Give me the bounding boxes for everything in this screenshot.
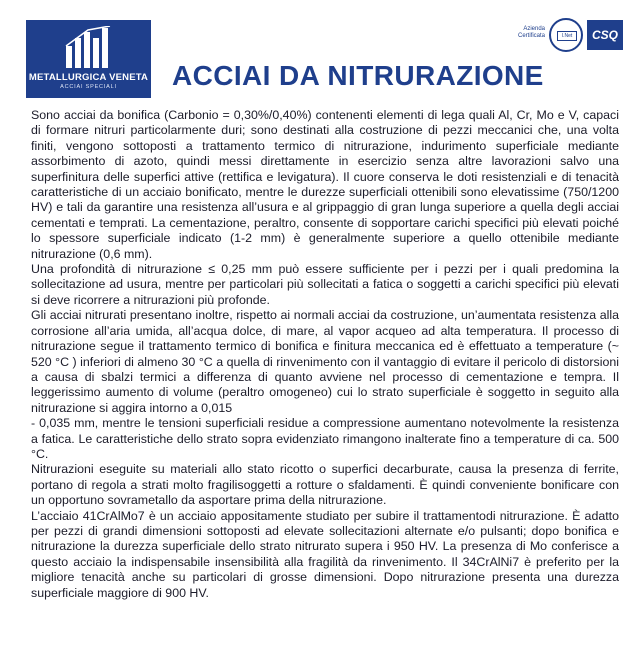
company-logo	[26, 20, 151, 98]
paragraph: Una profondità di nitrurazione ≤ 0,25 mm può essere sufficiente per i pezzi per i quali predomina la sollecitazione ad usura, mentre per particolari più sollecitati a fatica o soggetti a carichi specifici più elevati si deve ricorrere a nitrurazioni più profonde.	[31, 262, 619, 307]
paragraph: Gli acciai nitrurati presentano inoltre, rispetto ai normali acciai da costruzione, un’aumentata resistenza alla corrosione all’aria umida, all’acqua dolce, di mare, al vapor acqueo ad alta temperatura. Il processo di nitrurazione segue il trattamento termico di bonifica e finitura meccanica ed è effettuato a temperature (~ 520 °C ) inferiori di almeno 30 °C a quella di rinvenimento con il vantaggio di evitare il pericolo di distorsioni a causa di sbalzi termici a differenza di quanto avviene nel processo di cementazione e tempra. Il leggerissimo aumento di volume (peraltro omogeneo) cui lo strato superficiale è soggetto in seguito alla nitrurazione si aggira intorno a 0,015	[31, 308, 619, 415]
body-text	[31, 108, 619, 601]
seal-text: I.Net	[557, 31, 577, 41]
page-title: ACCIAI DA NITRURAZIONE	[172, 60, 544, 91]
paragraph: - 0,035 mm, mentre le tensioni superficiali residue a compressione aumentano notevolmente la resistenza a fatica. Le caratteristiche dello strato sopra evidenziato rimangono inalterate fino a temperature di ca. 500 °C.	[31, 416, 619, 461]
paragraph: L’acciaio 41CrAlMo7 è un acciaio appositamente studiato per subire il trattamentodi nitrurazione. È adatto per pezzi di grandi dimensioni sottoposti ad elevate sollecitazioni alternate e/o pulsanti; dopo bonifica e nitrurazione la durezza superficiale dello strato nitrurato supera i 950 HV. La presenza di Mo conferisce a questo acciaio la indispensabile insensibilità alla fragilità da rinvenimento. Il 34CrAlNi7 è preferito per la migliore tenacità anche su particolari di grosse dimensioni. Dopo nitrurazione presenta una durezza superficiale maggiore di 900 HV.	[31, 508, 619, 600]
csq-logo: CSQ	[587, 20, 623, 50]
paragraph: Sono acciai da bonifica (Carbonio = 0,30%/0,40%) contenenti elementi di lega quali Al, Cr, Mo e V, capaci di formare nitruri particolarmente duri; sono destinati alla costruzione di pezzi meccanici che, una volta finiti, vengono sottoposti a trattamento termico di nitrurazione, indurimento superficiale mediante assorbimento di azoto, quindi messi direttamente in esercizio senza altre lavorazioni salvo una superfinitura delle superfici attive (rettifica e levigatura). Il cuore conserva le doti resistenziali e di tenacità caratteristiche di un acciaio bonificato, mentre le durezze superficiali ottenibili sono elevatissime (750/1200 HV) e tali da garantire una resistenza all’usura e al grippaggio di gran lunga superiore a quella degli acciai cementati e temprati. La cementazione, peraltro, consente di sopportare carichi specifici più elevati poiché lo spessore superficiale indicato (1-2 mm) è generalmente superiore a quello ottenibile mediante nitrurazione (0,6 mm).	[31, 108, 619, 261]
logo-company-name: METALLURGICA VENETA	[28, 72, 149, 83]
logo-tagline: ACCIAI SPECIALI	[60, 84, 117, 90]
certification-seal-icon	[549, 18, 583, 52]
paragraph: Nitrurazioni eseguite su materiali allo stato ricotto o superfici decarburate, causa la presenza di ferrite, portano di regola a strati molto fragilisoggetti a rotture o sfaldamenti. È quindi conveniente bonificare con un opportuno sovrametallo da asportare prima della nitrurazione.	[31, 462, 619, 508]
certification-badge	[505, 16, 623, 56]
building-columns-icon	[64, 26, 112, 68]
certification-label: Azienda Certificata	[517, 26, 545, 39]
